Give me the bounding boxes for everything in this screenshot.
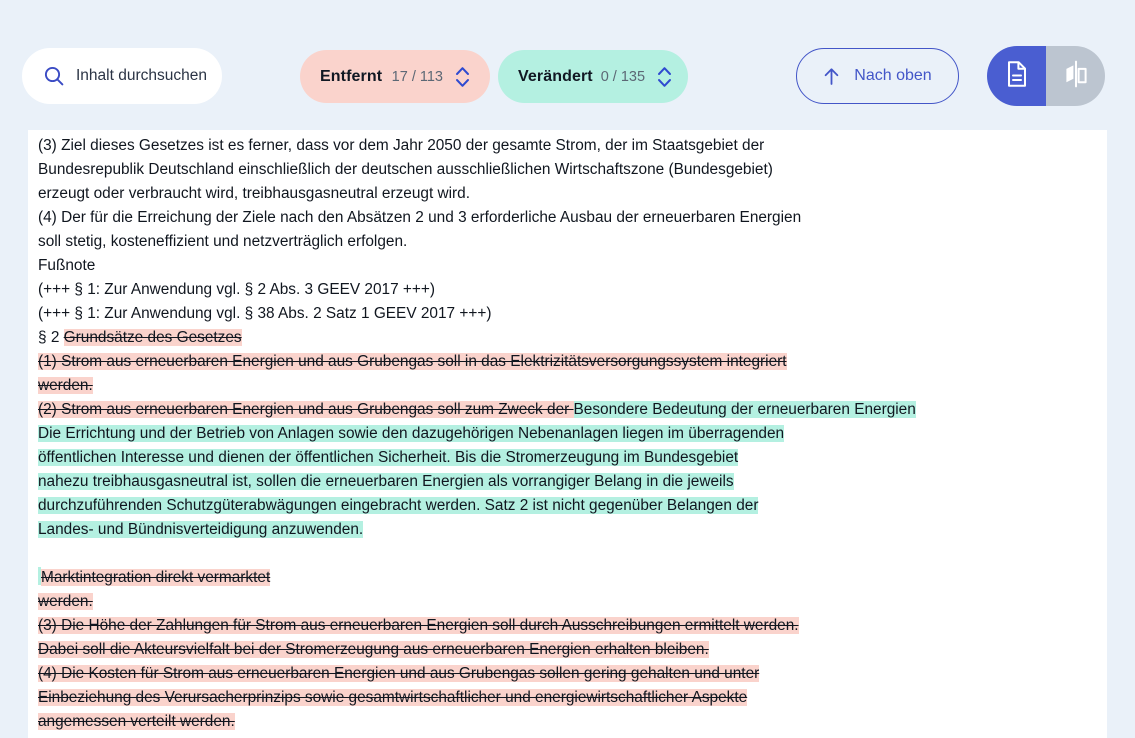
unchanged-text: (4) Der für die Erreichung der Ziele nach den Absätzen 2 und 3 erforderliche Ausbau der erneuerbaren Energien	[38, 209, 802, 226]
document-line	[38, 446, 1107, 470]
inserted-text: durchzuführenden Schutzgüterabwägungen eingebracht werden. Satz 2 ist nicht gegenüber Belangen der	[38, 497, 759, 514]
document-line	[38, 470, 1107, 494]
unchanged-text: Fußnote	[38, 257, 96, 274]
unchanged-text: § 2	[38, 329, 64, 346]
inserted-text: Die Errichtung und der Betrieb von Anlagen sowie den dazugehörigen Nebenanlagen liegen im überragenden	[38, 425, 785, 442]
inserted-text: nahezu treibhausgasneutral ist, sollen die erneuerbaren Energien als vorrangiger Belang in die jeweils	[38, 473, 734, 490]
document-line	[38, 710, 1107, 734]
unchanged-text: erzeugt oder verbraucht wird, treibhausgasneutral erzeugt wird.	[38, 185, 471, 202]
document-lines	[28, 130, 1107, 734]
search-input[interactable]	[76, 67, 222, 85]
search-box[interactable]	[22, 48, 222, 104]
changed-pill-count: 0 / 135	[600, 68, 646, 85]
document-diff-panel[interactable]	[28, 130, 1107, 738]
inserted-text: Landes- und Bündnisverteidigung anzuwenden.	[38, 521, 364, 538]
view-mode-toggle[interactable]	[987, 46, 1105, 106]
scroll-to-top-button[interactable]	[796, 48, 959, 104]
changed-pill-label: Verändert	[518, 67, 593, 85]
deleted-text: werden.	[38, 593, 93, 610]
document-line	[38, 518, 1107, 542]
toolbar	[0, 0, 1135, 130]
document-line	[38, 326, 1107, 350]
removed-pill-count: 17 / 113	[391, 68, 443, 85]
deleted-text: Grundsätze des Gesetzes	[63, 329, 242, 346]
document-line	[38, 278, 1107, 302]
document-line	[38, 494, 1107, 518]
unchanged-text: soll stetig, kosteneffizient und netzverträglich erfolgen.	[38, 233, 408, 250]
document-line	[38, 206, 1107, 230]
deleted-text: Dabei soll die Akteursvielfalt bei der Stromerzeugung aus erneuerbaren Energien erhalten bleiben.	[38, 641, 709, 658]
removed-pill-label: Entfernt	[320, 67, 383, 85]
document-line	[38, 614, 1107, 638]
inserted-text: öffentlichen Interesse und dienen der öffentlichen Sicherheit. Bis die Stromerzeugung im Bundesgebiet	[38, 449, 739, 466]
deleted-text: angemessen verteilt werden.	[38, 713, 235, 730]
removed-count-pill[interactable]	[300, 50, 490, 103]
inserted-text: Besondere Bedeutung der erneuerbaren Energien	[573, 401, 916, 418]
chevron-up-down-icon[interactable]	[655, 64, 674, 90]
document-line	[38, 182, 1107, 206]
document-line	[38, 686, 1107, 710]
document-line	[38, 134, 1107, 158]
deleted-text: werden.	[38, 377, 93, 394]
deleted-text: Marktintegration direkt vermarktet	[41, 569, 271, 586]
document-line	[38, 158, 1107, 182]
document-line	[38, 374, 1107, 398]
unchanged-text: (+++ § 1: Zur Anwendung vgl. § 38 Abs. 2 Satz 1 GEEV 2017 +++)	[38, 305, 492, 322]
document-line	[38, 422, 1107, 446]
arrow-up-icon	[823, 67, 840, 86]
document-line	[38, 230, 1107, 254]
deleted-text: (1) Strom aus erneuerbaren Energien und aus Grubengas soll in das Elektrizitätsversorgungssystem integriert	[38, 353, 787, 370]
changed-count-pill[interactable]	[498, 50, 688, 103]
unchanged-text: (+++ § 1: Zur Anwendung vgl. § 2 Abs. 3 GEEV 2017 +++)	[38, 281, 435, 298]
document-icon	[1004, 59, 1030, 94]
search-icon	[42, 64, 66, 88]
document-line	[38, 254, 1107, 278]
chevron-up-down-icon[interactable]	[453, 64, 472, 90]
view-mode-document-button[interactable]	[987, 46, 1046, 106]
deleted-text: (4) Die Kosten für Strom aus erneuerbaren Energien und aus Grubengas sollen gering gehalten und unter	[38, 665, 760, 682]
document-line	[38, 302, 1107, 326]
unchanged-text: (3) Ziel dieses Gesetzes ist es ferner, dass vor dem Jahr 2050 der gesamte Strom, der im Staatsgebiet der	[38, 137, 765, 154]
document-line	[38, 542, 1107, 566]
view-mode-compare-button[interactable]	[1046, 46, 1105, 106]
document-line	[38, 398, 1107, 422]
document-line	[38, 638, 1107, 662]
document-line	[38, 566, 1107, 590]
deleted-text: (2) Strom aus erneuerbaren Energien und aus Grubengas soll zum Zweck der	[38, 401, 574, 418]
document-line	[38, 662, 1107, 686]
unchanged-text: Bundesrepublik Deutschland einschließlich der deutschen ausschließlichen Wirtschaftszone (Bundesgebiet)	[38, 161, 773, 178]
deleted-text: (3) Die Höhe der Zahlungen für Strom aus erneuerbaren Energien soll durch Ausschreibungen ermittelt werden.	[38, 617, 799, 634]
deleted-text: Einbeziehung des Verursacherprinzips sowie gesamtwirtschaftlicher und energiewirtschaftlicher Aspekte	[38, 689, 748, 706]
document-line	[38, 350, 1107, 374]
document-line	[38, 590, 1107, 614]
side-by-side-compare-icon	[1062, 59, 1090, 94]
scroll-to-top-label: Nach oben	[854, 67, 932, 84]
